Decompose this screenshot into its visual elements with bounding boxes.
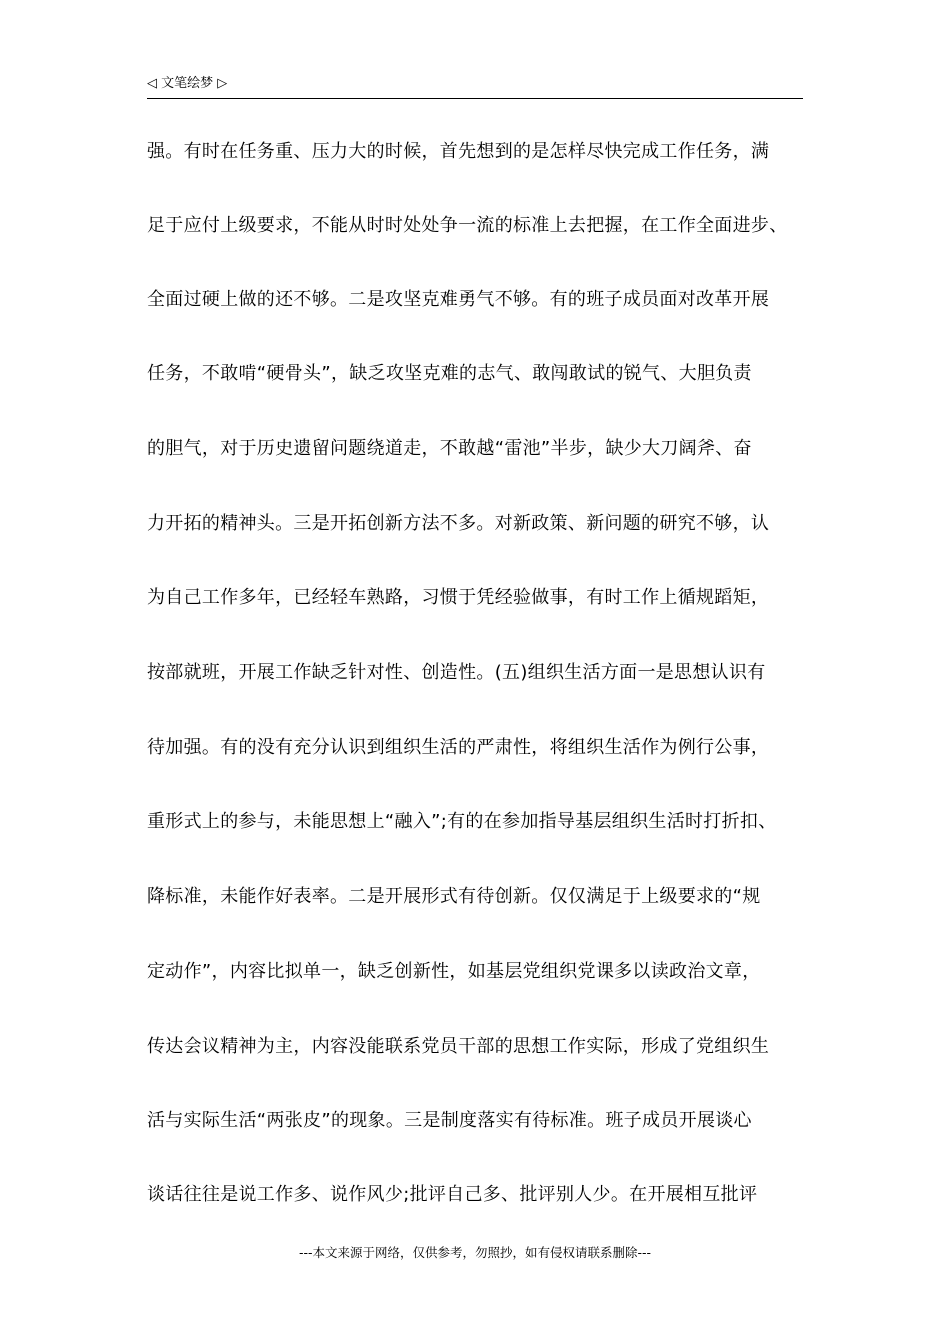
text-line-11: 降标准，未能作好表率。二是开展形式有待创新。仅仅满足于上级要求的“规 (147, 886, 761, 907)
page-header (147, 74, 803, 99)
text-line-5: 的胆气，对于历史遗留问题绕道走，不敢越“雷池”半步，缺少大刀阔斧、奋 (147, 438, 752, 459)
text-line-4: 任务，不敢啃“硬骨头”，缺乏攻坚克难的志气、敢闯敢试的锐气、大胆负责 (147, 363, 752, 384)
text-line-14: 活与实际生活“两张皮”的现象。三是制度落实有待标准。班子成员开展谈心 (147, 1110, 752, 1131)
text-line-12: 定动作”，内容比拟单一，缺乏创新性，如基层党组织党课多以读政治文章， (147, 961, 761, 982)
text-line-9: 待加强。有的没有充分认识到组织生活的严肃性，将组织生活作为例行公事， (147, 737, 770, 758)
text-line-7: 为自己工作多年，已经轻车熟路，习惯于凭经验做事，有时工作上循规蹈矩， (147, 587, 770, 608)
text-line-8: 按部就班，开展工作缺乏针对性、创造性。(五)组织生活方面一是思想认识有 (147, 662, 766, 683)
header-title: ◁ 文笔绘梦 ▷ (147, 76, 228, 91)
text-line-13: 传达会议精神为主，内容没能联系党员干部的思想工作实际，形成了党组织生 (147, 1036, 770, 1057)
footer-notice: ---本文来源于网络，仅供参考，勿照抄，如有侵权请联系删除--- (298, 1245, 652, 1260)
text-line-1: 强。有时在任务重、压力大的时候，首先想到的是怎样尽快完成工作任务，满 (147, 141, 770, 162)
text-line-3: 全面过硬上做的还不够。二是攻坚克难勇气不够。有的班子成员面对改革开展 (147, 289, 770, 310)
text-line-2: 足于应付上级要求，不能从时时处处争一流的标准上去把握，在工作全面进步、 (147, 215, 788, 236)
text-line-15: 谈话往往是说工作多、说作风少;批评自己多、批评别人少。在开展相互批评 (147, 1184, 758, 1205)
text-line-10: 重形式上的参与，未能思想上“融入”;有的在参加指导基层组织生活时打折扣、 (147, 811, 777, 832)
text-line-6: 力开拓的精神头。三是开拓创新方法不多。对新政策、新问题的研究不够，认 (147, 513, 770, 534)
